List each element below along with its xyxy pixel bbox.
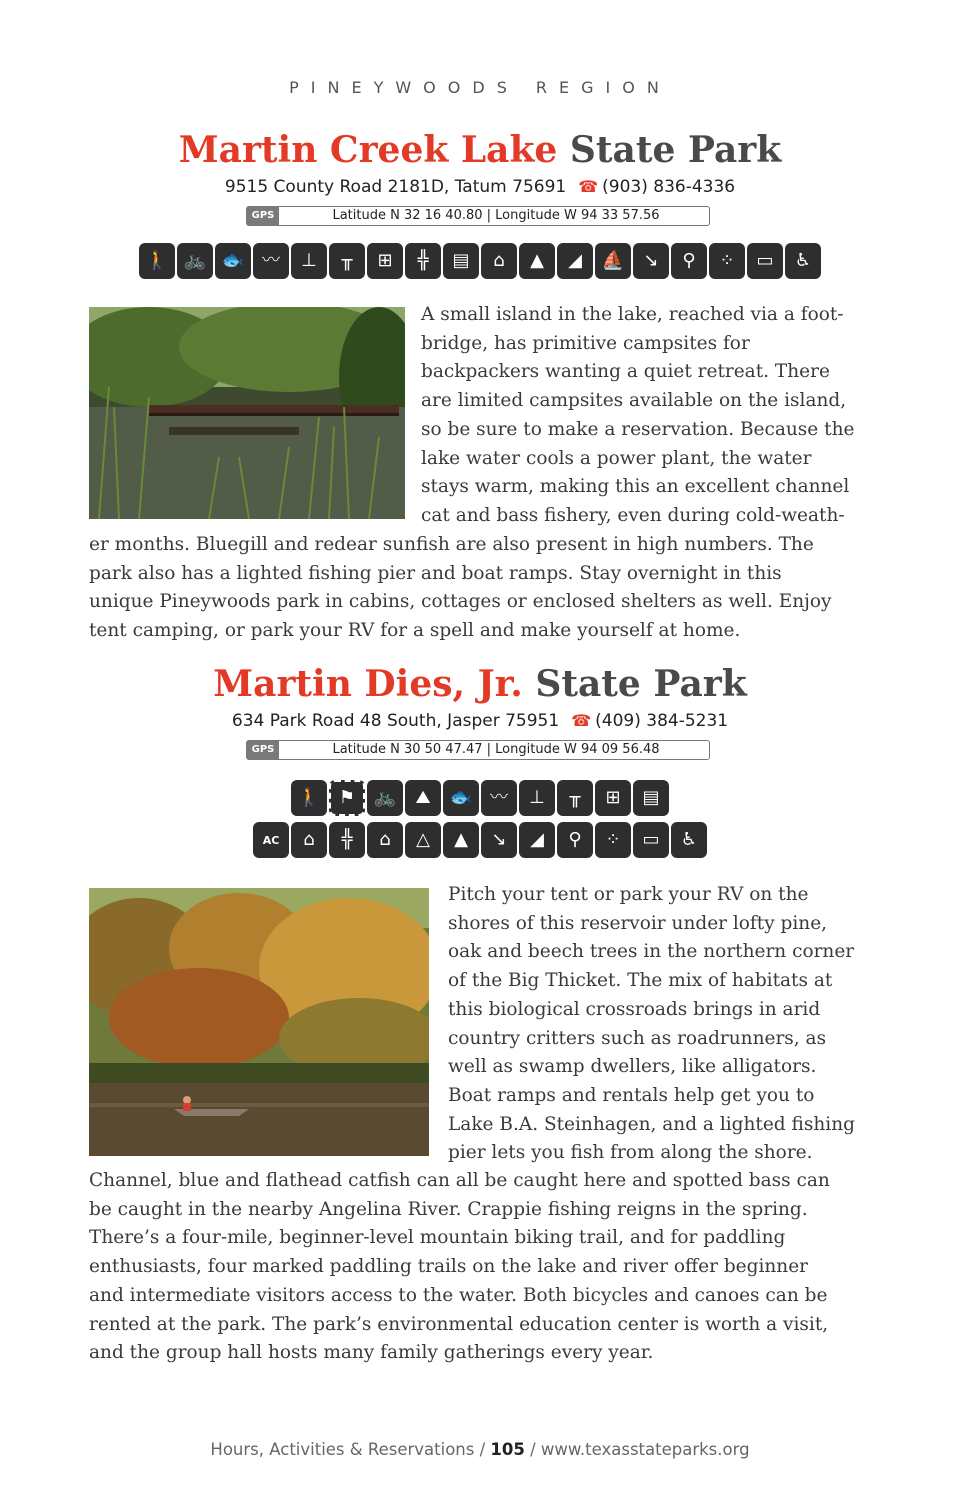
text-line: oak and beech trees in the northern corner: [448, 941, 855, 963]
boat-ramp-icon: ◢: [519, 822, 555, 858]
park-address: 634 Park Road 48 South, Jasper 75951: [231, 711, 560, 731]
ac-label: AC: [262, 833, 280, 847]
text-line: Pitch your tent or park your RV on the: [448, 884, 809, 905]
shelter-icon: ⌂: [291, 822, 327, 858]
park-phone[interactable]: (409) 384-5231: [595, 711, 729, 731]
text-line: Channel, blue and flathead catfish can all be caught here and spotted bass can: [89, 1170, 830, 1191]
text-line: park also has a lighted fishing pier and boat ramps. Stay overnight in this: [89, 562, 782, 584]
lake-footbridge-image: [89, 307, 405, 519]
text-line: stays warm, making this an excellent channel: [421, 476, 850, 498]
shelter-icon: ⌂: [481, 243, 517, 279]
fishing-icon: 🐟: [215, 243, 251, 279]
text-line: well as swamp dwellers, like alligators.: [448, 1056, 817, 1078]
group-picnic-icon: ╬: [329, 822, 365, 858]
phone-icon: ☎: [571, 711, 592, 730]
cypress-canoe-image: [89, 888, 429, 1156]
park-name: Martin Creek Lake: [178, 129, 558, 171]
text-line: lake water cools a power plant, the water: [421, 447, 812, 469]
amenity-icons-row-1: [0, 780, 960, 816]
rv-hookup-icon: ▭: [747, 243, 783, 279]
text-line: There’s a four-mile, beginner-level mountain biking trail, and for paddling: [89, 1227, 786, 1249]
boating-icon: ⛵: [595, 243, 631, 279]
text-line: so be sure to make a reservation. Because the: [421, 418, 855, 440]
text-line: country critters such as roadrunners, as: [448, 1027, 827, 1049]
text-line: tent camping, or park your RV for a spell and make yourself at home.: [89, 620, 741, 642]
biking-icon: 🚲: [367, 780, 403, 816]
footer-label: Hours, Activities & Reservations /: [210, 1440, 491, 1459]
park-title-martin-creek-lake: [0, 130, 960, 170]
text-line: of the Big Thicket. The mix of habitats at: [448, 970, 833, 992]
park-address-line: [0, 711, 960, 731]
park-title-martin-dies-jr: [0, 664, 960, 704]
hiking-icon: 🚶: [291, 780, 327, 816]
swimming-icon: 〰: [253, 243, 289, 279]
amenity-icons: [0, 243, 960, 279]
rv-hookup-icon: ▭: [633, 822, 669, 858]
park-1-text-bottom: [89, 531, 869, 646]
cabins-icon: ▤: [633, 780, 669, 816]
park-suffix: State Park: [569, 129, 782, 171]
park-1-text-top: [421, 301, 871, 531]
text-line: Boat ramps and rentals help get you to: [448, 1084, 815, 1106]
text-line: cat and bass fishery, even during cold-weath-: [421, 504, 845, 526]
picnic-icon: ╥: [557, 780, 593, 816]
text-line: and the group hall hosts many family gatherings every year.: [89, 1342, 654, 1364]
text-line: rented at the park. The park’s environmental education center is worth a visit,: [89, 1313, 829, 1335]
text-line: bridge, has primitive campsites for: [421, 332, 750, 354]
text-line: A small island in the lake, reached via a foot-: [421, 304, 844, 325]
accessible-icon: ♿: [785, 243, 821, 279]
biking-icon: 🚲: [177, 243, 213, 279]
fishing-icon: 🐟: [443, 780, 479, 816]
text-line: this biological crossroads brings in arid: [448, 998, 821, 1020]
group-hall-icon: ⌂: [367, 822, 403, 858]
gps-tag: GPS: [247, 207, 279, 225]
amenity-icons-row-2: [0, 822, 960, 858]
fishing-pier-icon: ⊥: [519, 780, 555, 816]
restrooms-icon: ⚲: [671, 243, 707, 279]
page-footer: [0, 1440, 960, 1459]
gps-box: [246, 740, 710, 760]
boat-ramp-icon: ◢: [557, 243, 593, 279]
water-camping-icon: ▲: [443, 822, 479, 858]
park-phone[interactable]: (903) 836-4336: [602, 177, 736, 197]
gps-coordinates: Latitude N 32 16 40.80 | Longitude W 94 33 57.56: [332, 208, 660, 223]
mountain-biking-icon: ⛰: [405, 780, 441, 816]
gps-box: [246, 206, 710, 226]
region-header: PINEYWOODS REGION: [289, 78, 671, 97]
interpretive-trail-icon: ⚑: [329, 780, 365, 816]
text-line: Lake B.A. Steinhagen, and a lighted fishing: [448, 1113, 855, 1135]
park-suffix: State Park: [535, 663, 747, 705]
showers-icon: ⁘: [709, 243, 745, 279]
text-line: pier lets you fish from along the shore.: [448, 1142, 813, 1164]
water-camping-icon: ▲: [519, 243, 555, 279]
ac-shelter-icon: [253, 822, 289, 858]
gps-coordinates: Latitude N 30 50 47.47 | Longitude W 94 09 56.48: [332, 742, 660, 757]
hiking-icon: 🚶: [139, 243, 175, 279]
kayak-icon: ↘: [481, 822, 517, 858]
park-2-text-bottom: [89, 1167, 869, 1368]
tent-camping-icon: △: [405, 822, 441, 858]
picnic-icon: ╥: [329, 243, 365, 279]
page-number: 105: [490, 1440, 525, 1459]
text-line: unique Pineywoods park in cabins, cottages or enclosed shelters as well. Enjoy: [89, 591, 832, 613]
swimming-icon: 〰: [481, 780, 517, 816]
text-line: be caught in the nearby Angelina River. Crappie fishing reigns in the spring.: [89, 1198, 808, 1220]
accessible-icon: ♿: [671, 822, 707, 858]
phone-icon: ☎: [578, 177, 599, 196]
showers-icon: ⁘: [595, 822, 631, 858]
park-address: 9515 County Road 2181D, Tatum 75691: [224, 177, 567, 197]
text-line: and intermediate visitors access to the water. Both bicycles and canoes can be: [89, 1284, 828, 1306]
park-address-line: [0, 177, 960, 197]
text-line: enthusiasts, four marked paddling trails on the lake and river offer beginner: [89, 1256, 808, 1278]
gps-tag: GPS: [247, 741, 279, 759]
footer-url[interactable]: / www.texasstateparks.org: [524, 1440, 750, 1459]
lake-footbridge-photo: [89, 307, 405, 519]
geocache-icon: ⊞: [367, 243, 403, 279]
restrooms-icon: ⚲: [557, 822, 593, 858]
cypress-canoe-photo: [89, 888, 429, 1156]
group-picnic-icon: ╬: [405, 243, 441, 279]
fishing-pier-icon: ⊥: [291, 243, 327, 279]
text-line: er months. Bluegill and redear sunfish are also present in high numbers. The: [89, 534, 814, 555]
cabins-icon: ▤: [443, 243, 479, 279]
kayak-icon: ↘: [633, 243, 669, 279]
text-line: are limited campsites available on the island,: [421, 390, 847, 412]
geocache-icon: ⊞: [595, 780, 631, 816]
text-line: backpackers wanting a quiet retreat. There: [421, 361, 830, 383]
text-line: shores of this reservoir under lofty pine,: [448, 912, 828, 934]
park-2-text-top: [448, 881, 878, 1168]
park-name: Martin Dies, Jr.: [213, 663, 523, 705]
